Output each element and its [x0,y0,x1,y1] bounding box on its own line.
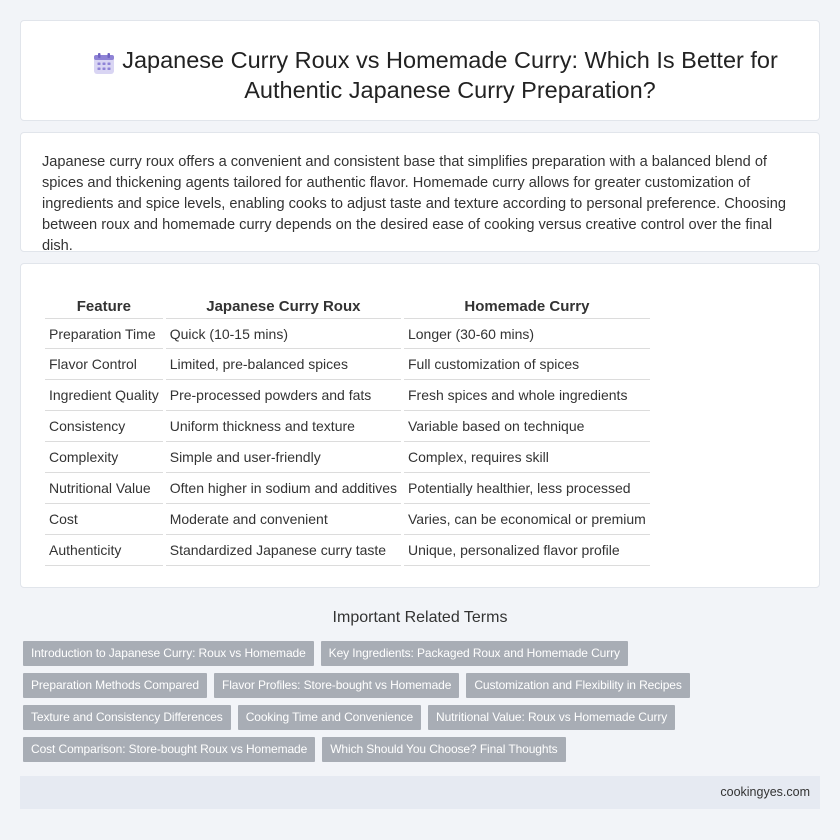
cell-homemade: Potentially healthier, less processed [404,473,650,504]
cell-roux: Quick (10-15 mins) [166,318,401,349]
table-row [45,442,650,473]
tag-link[interactable]: Introduction to Japanese Curry: Roux vs Homemade [23,641,314,666]
cell-feature: Nutritional Value [45,473,163,504]
footer-bar [20,776,820,809]
tag-row [23,641,713,666]
cell-roux: Uniform thickness and texture [166,411,401,442]
table-row [45,473,650,504]
tag-link[interactable]: Key Ingredients: Packaged Roux and Homemade Curry [321,641,628,666]
related-terms-heading: Important Related Terms [332,609,508,626]
column-header-feature: Feature [76,297,131,315]
cell-homemade: Unique, personalized flavor profile [404,535,650,566]
tag-link[interactable]: Cooking Time and Convenience [238,705,421,730]
comparison-table-card [20,263,820,588]
table-row [45,380,650,411]
cell-roux: Often higher in sodium and additives [166,473,401,504]
table-row [45,318,650,349]
header-card [20,20,820,121]
tag-row [23,705,713,730]
table-header-row [45,294,650,318]
cell-roux: Limited, pre-balanced spices [166,349,401,380]
cell-homemade: Full customization of spices [404,349,650,380]
tag-row [23,737,713,762]
cell-feature: Consistency [45,411,163,442]
tag-link[interactable]: Cost Comparison: Store-bought Roux vs Homemade [23,737,315,762]
column-header-roux: Japanese Curry Roux [206,297,361,315]
tag-link[interactable]: Texture and Consistency Differences [23,705,231,730]
cell-homemade: Variable based on technique [404,411,650,442]
tag-link[interactable]: Which Should You Choose? Final Thoughts [322,737,565,762]
title-wrap [51,45,789,105]
cell-homemade: Complex, requires skill [404,442,650,473]
cell-feature: Ingredient Quality [45,380,163,411]
cell-feature: Complexity [45,442,163,473]
tag-link[interactable]: Preparation Methods Compared [23,673,207,698]
tag-link[interactable]: Nutritional Value: Roux vs Homemade Curry [428,705,675,730]
cell-homemade: Varies, can be economical or premium [404,504,650,535]
intro-card [20,132,820,252]
table-row [45,411,650,442]
cell-feature: Flavor Control [45,349,163,380]
page-title: Japanese Curry Roux vs Homemade Curry: Which Is Better for Authentic Japanese Curry Preparation? [122,47,778,103]
cell-roux: Standardized Japanese curry taste [166,535,401,566]
calendar-icon [91,51,117,77]
tag-link[interactable]: Customization and Flexibility in Recipes [466,673,689,698]
cell-roux: Pre-processed powders and fats [166,380,401,411]
cell-roux: Moderate and convenient [166,504,401,535]
footer-site-name: cookingyes.com [720,785,810,799]
table-row [45,535,650,566]
cell-roux: Simple and user-friendly [166,442,401,473]
cell-homemade: Longer (30-60 mins) [404,318,650,349]
cell-feature: Cost [45,504,163,535]
tag-row [23,673,713,698]
cell-homemade: Fresh spices and whole ingredients [404,380,650,411]
cell-feature: Authenticity [45,535,163,566]
cell-feature: Preparation Time [45,318,163,349]
column-header-homemade: Homemade Curry [464,297,590,315]
table-row [45,504,650,535]
related-terms-tags [23,641,713,769]
table-row [45,349,650,380]
comparison-table [42,294,653,566]
tag-link[interactable]: Flavor Profiles: Store-bought vs Homemade [214,673,459,698]
intro-paragraph: Japanese curry roux offers a convenient and consistent base that simplifies preparation with a balanced blend of spices and thickening agents tailored for authentic flavor. Homemade curry allows for greater customization of ingredients and spice levels, enabling cooks to adjust taste and texture according to personal preference. Choosing between roux and homemade curry depends on the desired ease of cooking versus creative control over the final dish. [42,154,786,254]
